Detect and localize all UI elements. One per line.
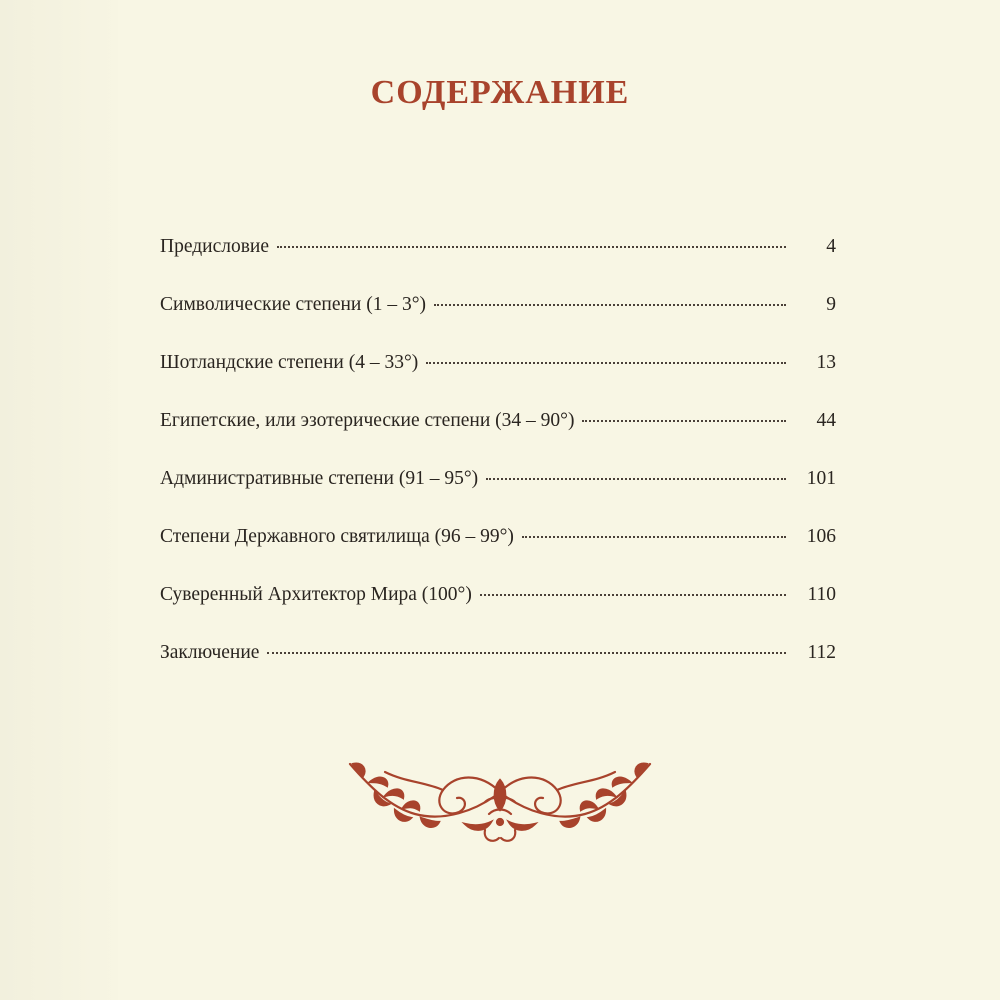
toc-page-number: 4 <box>826 236 836 257</box>
table-of-contents <box>160 232 836 696</box>
page-edge-shadow <box>0 0 118 1000</box>
toc-leader-dots <box>582 419 786 422</box>
floral-scroll-ornament-icon <box>345 752 655 847</box>
toc-leader-dots <box>434 303 786 306</box>
toc-row[interactable] <box>160 464 836 493</box>
toc-entry-label: Заключение <box>160 642 260 663</box>
toc-entry-label: Предисловие <box>160 236 270 257</box>
toc-leader-dots <box>486 477 786 480</box>
toc-page-number: 9 <box>826 294 836 315</box>
toc-leader-dots <box>426 361 786 364</box>
toc-page-number: 110 <box>807 584 836 605</box>
toc-row[interactable] <box>160 348 836 377</box>
toc-row[interactable] <box>160 522 836 551</box>
toc-page-number: 13 <box>816 352 836 373</box>
toc-entry-label: Египетские, или эзотерические степени (34 – 90°) <box>160 410 575 431</box>
toc-entry-label: Шотландские степени (4 – 33°) <box>160 352 419 373</box>
toc-row[interactable] <box>160 580 836 609</box>
toc-row[interactable] <box>160 638 836 667</box>
toc-leader-dots <box>522 535 786 538</box>
toc-row[interactable] <box>160 406 836 435</box>
toc-entry-label: Суверенный Архитектор Мира (100°) <box>160 584 472 605</box>
toc-leader-dots <box>267 651 786 654</box>
toc-row[interactable] <box>160 290 836 319</box>
toc-page-number: 44 <box>816 410 836 431</box>
toc-entry-label: Административные степени (91 – 95°) <box>160 468 479 489</box>
toc-page-number: 101 <box>806 468 836 489</box>
toc-entry-label: Степени Державного святилища (96 – 99°) <box>160 526 514 547</box>
toc-leader-dots <box>480 593 786 596</box>
toc-page-number: 106 <box>806 526 836 547</box>
toc-leader-dots <box>277 245 786 248</box>
page-title: СОДЕРЖАНИЕ <box>370 74 630 111</box>
toc-entry-label: Символические степени (1 – 3°) <box>160 294 427 315</box>
toc-row[interactable] <box>160 232 836 261</box>
toc-page-number: 112 <box>807 642 836 663</box>
